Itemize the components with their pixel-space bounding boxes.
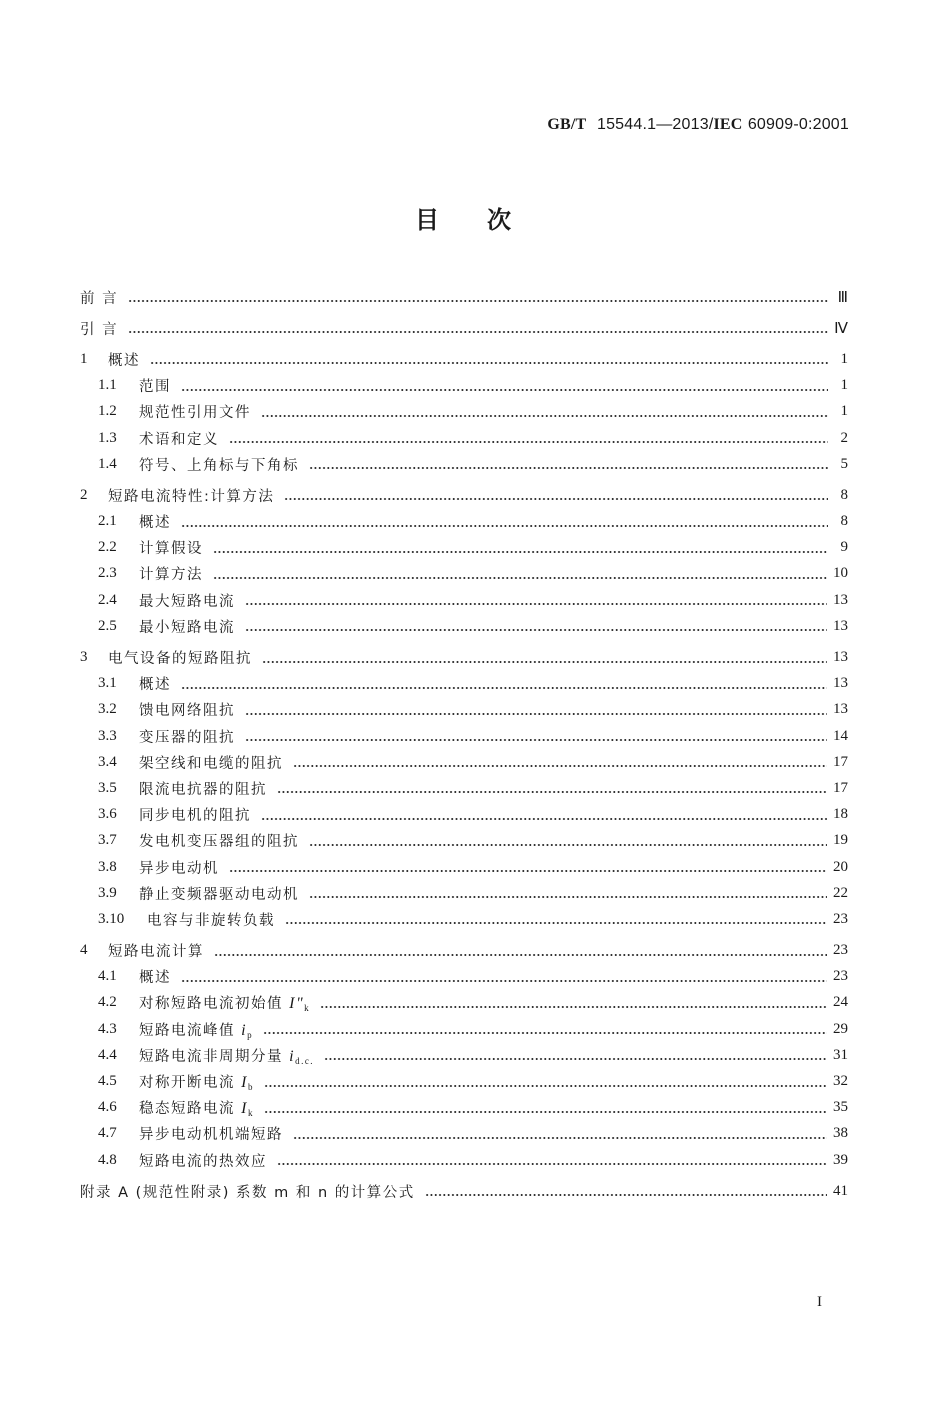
toc-entry-number: 3 [80,649,88,666]
toc-entry-title: 短路电流峰值 [139,1022,235,1039]
dot-leader [320,1006,827,1008]
toc-entry-title: 符号、上角标与下角标 [139,457,299,474]
toc-entry-number: 4 [80,942,88,959]
dot-leader [263,1032,827,1034]
dot-leader [324,1058,827,1060]
toc-entry-label [139,563,207,584]
toc-entry-symbol: i [289,1047,296,1065]
toc-entry-number: 4.1 [98,968,117,985]
toc-entry[interactable] [80,482,848,508]
toc-entry-label [139,428,223,449]
toc-entry-label [80,1181,419,1202]
toc-entry-page: 23 [833,910,848,927]
toc-entry-page: 41 [833,1182,848,1199]
dot-leader [277,791,827,793]
toc-entry-title: 短路电流的热效应 [139,1153,267,1170]
toc-entry-title: 异步电动机 [139,860,219,877]
toc-entry[interactable] [80,723,848,749]
toc-entry-label [139,966,175,987]
toc-entry-number: 1.2 [98,403,117,420]
toc-entry-number: 4.8 [98,1151,117,1168]
toc-entry-page: 18 [833,806,848,823]
toc-entry-number: 2.3 [98,565,117,582]
toc-entry-number: 3.6 [98,806,117,823]
toc-entry-page: 17 [833,779,848,796]
toc-entry-number: 1 [80,350,88,367]
toc-entry-label [139,375,175,396]
table-of-contents [80,284,848,1204]
footer-page-number: I [817,1294,822,1310]
toc-entry-label [139,1150,271,1171]
toc-entry-label [139,1019,257,1040]
toc-entry-page: 13 [833,675,848,692]
toc-entry[interactable] [80,990,848,1016]
toc-entry-title: 概述 [108,352,140,369]
toc-entry-page: 23 [833,942,848,959]
dot-leader [229,870,827,872]
dot-leader [245,739,827,741]
toc-entry[interactable] [80,1178,848,1204]
toc-entry[interactable] [80,644,848,670]
toc-entry-number: 3.7 [98,832,117,849]
toc-entry-symbol: I" [289,995,305,1013]
toc-entry-page: 2 [840,429,848,446]
toc-entry-label [147,909,279,930]
toc-entry-title: 电容与非旋转负载 [147,912,275,929]
toc-entry-title: 短路电流特性:计算方法 [108,488,275,505]
toc-entry-title: 限流电抗器的阻抗 [139,781,267,798]
toc-entry-number: 4.4 [98,1046,117,1063]
toc-entry-label [80,287,122,308]
dot-leader [213,577,827,579]
toc-entry-title: 稳态短路电流 [139,1101,235,1118]
dot-leader [229,441,828,443]
toc-entry-page: 1 [840,377,848,394]
toc-entry-page: 1 [840,350,848,367]
toc-entry-title: 附录 A (规范性附录) 系数 m 和 n 的计算公式 [80,1184,415,1201]
toc-entry-subscript: p [247,1029,254,1040]
dot-leader [293,1137,827,1139]
iec-number: 60909-0:2001 [747,116,849,133]
toc-entry-title: 计算假设 [139,541,203,558]
toc-entry[interactable] [80,425,848,451]
toc-entry-subscript: d.c. [295,1055,315,1066]
toc-entry-label [139,883,303,904]
toc-entry-label [139,699,239,720]
toc-entry-label [139,857,223,878]
toc-entry-label [139,830,303,851]
toc-entry-title: 发电机变压器组的阻抗 [139,834,299,851]
dot-leader [214,954,827,956]
toc-entry-label [139,1071,258,1092]
dot-leader [309,467,828,469]
toc-entry-title: 电气设备的短路阻抗 [108,651,252,668]
toc-entry-page: 31 [833,1046,848,1063]
toc-entry-title: 短路电流计算 [108,944,204,961]
toc-entry-number: 4.2 [98,994,117,1011]
toc-entry-number: 2.1 [98,513,117,530]
toc-entry-page: 29 [833,1020,848,1037]
toc-entry-title: 同步电机的阻抗 [139,808,251,825]
toc-entry-number: 3.8 [98,858,117,875]
toc-entry-page: 35 [833,1099,848,1116]
toc-entry-label [139,1045,318,1066]
toc-entry-label [139,992,314,1013]
toc-entry[interactable] [80,373,848,399]
toc-entry-number: 3.9 [98,884,117,901]
toc-entry-label [139,401,255,422]
toc-entry-title: 对称短路电流初始值 [139,996,283,1013]
toc-entry-label [108,940,208,961]
toc-entry[interactable] [80,938,848,964]
toc-entry-number: 4.6 [98,1099,117,1116]
toc-entry[interactable] [80,587,848,613]
toc-entry-number: 3.5 [98,779,117,796]
toc-entry[interactable] [80,509,848,535]
dot-leader [264,1111,827,1113]
toc-entry-symbol: I [241,1100,248,1118]
toc-entry-number: 4.3 [98,1020,117,1037]
toc-entry-page: 17 [833,753,848,770]
toc-entry-page: 8 [840,486,848,503]
toc-entry-label [139,726,239,747]
toc-entry-number: 2.5 [98,617,117,634]
toc-entry-page: 13 [833,649,848,666]
dot-leader [425,1194,827,1196]
toc-entry-title: 术语和定义 [139,431,219,448]
toc-entry-label [108,485,278,506]
toc-entry[interactable] [80,964,848,990]
toc-entry[interactable] [80,1016,848,1042]
dot-leader [245,603,827,605]
toc-entry-page: 13 [833,591,848,608]
toc-entry-number: 1.3 [98,429,117,446]
toc-entry-title: 概述 [139,677,171,694]
dot-leader [181,525,828,527]
dot-leader [245,713,827,715]
toc-entry-number: 2.4 [98,591,117,608]
toc-entry-title: 最大短路电流 [139,593,235,610]
dot-leader [261,415,828,417]
toc-entry-title: 静止变频器驱动电动机 [139,886,299,903]
toc-entry-title: 引 言 [80,321,119,338]
toc-entry-number: 1.4 [98,455,117,472]
dot-leader [181,389,828,391]
toc-entry-page: 39 [833,1151,848,1168]
page-title: 目次 [415,206,559,234]
toc-entry-label [139,752,287,773]
dot-leader [309,844,827,846]
toc-entry[interactable] [80,451,848,477]
toc-entry[interactable] [80,697,848,723]
toc-entry-number: 4.5 [98,1073,117,1090]
toc-entry[interactable] [80,854,848,880]
toc-entry-title: 范围 [139,379,171,396]
dot-leader [245,629,827,631]
toc-entry-number: 1.1 [98,377,117,394]
dot-leader [284,498,828,500]
toc-entry-page: 13 [833,617,848,634]
toc-entry-label [139,673,175,694]
toc-entry[interactable] [80,828,848,854]
toc-entry-label [139,778,271,799]
toc-entry[interactable] [80,613,848,639]
toc-entry[interactable] [80,1147,848,1173]
toc-entry-title: 概述 [139,970,171,987]
toc-entry-number: 3.3 [98,727,117,744]
toc-entry-symbol: I [241,1074,248,1092]
toc-entry-page: 14 [833,727,848,744]
toc-entry-number: 3.2 [98,701,117,718]
toc-entry-label [108,647,256,668]
toc-entry-title: 变压器的阻抗 [139,729,235,746]
toc-entry-title: 架空线和电缆的阻抗 [139,755,283,772]
toc-entry-subscript: k [304,1003,311,1014]
toc-entry-page: 9 [840,539,848,556]
toc-entry-subscript: b [247,1082,254,1093]
toc-entry-page: 23 [833,968,848,985]
toc-entry[interactable] [80,284,848,310]
toc-entry-title: 计算方法 [139,567,203,584]
toc-entry[interactable] [80,880,848,906]
toc-entry-number: 3.4 [98,753,117,770]
toc-entry-number: 4.7 [98,1125,117,1142]
toc-entry[interactable] [80,802,848,828]
dot-leader [262,661,827,663]
toc-entry[interactable] [80,906,848,932]
toc-entry-title: 馈电网络阻抗 [139,703,235,720]
toc-entry-title: 前 言 [80,290,119,307]
toc-entry-label [139,537,207,558]
toc-entry-title: 概述 [139,515,171,532]
toc-entry-label [139,590,239,611]
toc-entry-title: 短路电流非周期分量 [139,1048,283,1065]
dot-leader [213,551,828,553]
toc-entry-page: 19 [833,832,848,849]
toc-entry-label [139,1123,287,1144]
toc-entry-title: 规范性引用文件 [139,405,251,422]
dot-leader [293,765,827,767]
dot-leader [181,980,827,982]
dot-leader [128,300,828,302]
toc-entry-page: Ⅳ [834,320,848,337]
toc-entry-page: 38 [833,1125,848,1142]
toc-entry-page: 8 [840,513,848,530]
standard-number: 15544.1—2013/ [596,116,714,133]
dot-leader [285,922,827,924]
toc-entry-number: 2.2 [98,539,117,556]
toc-entry[interactable] [80,561,848,587]
toc-entry[interactable] [80,749,848,775]
toc-entry-title: 最小短路电流 [139,619,235,636]
dot-leader [128,331,828,333]
dot-leader [181,687,827,689]
toc-entry-page: 22 [833,884,848,901]
toc-entry-page: 32 [833,1073,848,1090]
document-standard-header [547,114,849,134]
toc-entry-number: 2 [80,486,88,503]
toc-entry-label [80,318,122,339]
toc-entry[interactable] [80,315,848,341]
toc-entry-page: 20 [833,858,848,875]
toc-entry-title: 对称开断电流 [139,1075,235,1092]
toc-entry-page: 24 [833,994,848,1011]
dot-leader [150,362,828,364]
dot-leader [261,818,827,820]
toc-entry-label [108,349,144,370]
toc-entry[interactable] [80,671,848,697]
toc-entry-page: 10 [833,565,848,582]
dot-leader [264,1085,827,1087]
toc-entry-label [139,1097,258,1118]
toc-entry-label [139,616,239,637]
toc-entry-page: Ⅲ [837,289,848,306]
toc-entry[interactable] [80,346,848,372]
dot-leader [277,1163,827,1165]
toc-entry[interactable] [80,1068,848,1094]
toc-entry[interactable] [80,1042,848,1068]
toc-entry-number: 3.10 [98,910,125,927]
dot-leader [309,896,827,898]
iec-prefix: IEC [713,116,743,133]
toc-entry[interactable] [80,1095,848,1121]
toc-entry-page: 5 [840,455,848,472]
standard-prefix: GB/T [547,116,587,133]
toc-entry-page: 13 [833,701,848,718]
toc-entry-label [139,804,255,825]
toc-entry[interactable] [80,399,848,425]
toc-entry-symbol: i [241,1021,248,1039]
toc-entry[interactable] [80,535,848,561]
toc-entry-label [139,511,175,532]
toc-entry-title: 异步电动机机端短路 [139,1127,283,1144]
toc-entry-label [139,454,303,475]
toc-entry[interactable] [80,775,848,801]
toc-entry-subscript: k [247,1108,254,1119]
toc-entry-number: 3.1 [98,675,117,692]
toc-entry[interactable] [80,1121,848,1147]
toc-entry-page: 1 [840,403,848,420]
